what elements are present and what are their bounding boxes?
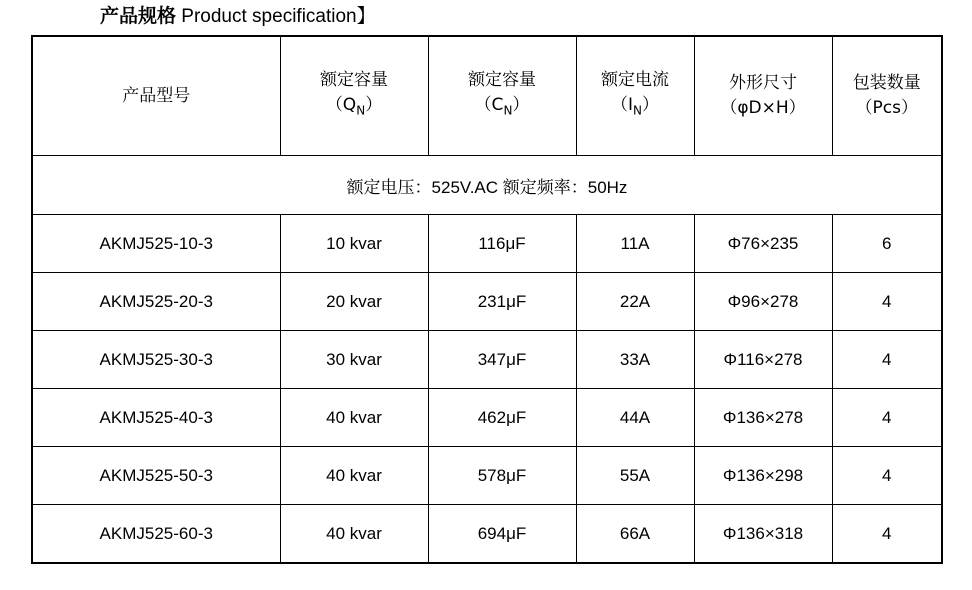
table-header-row [32,36,942,156]
page-title-english: Product specification [181,6,357,27]
cell-package: 4 [832,273,942,331]
cell-qn: 30 kvar [280,331,428,389]
cell-model: AKMJ525-60-3 [32,505,280,564]
header-model [32,36,280,156]
cell-model: AKMJ525-30-3 [32,331,280,389]
cell-cn: 231μF [428,273,576,331]
header-in-line2 [577,93,694,123]
header-rated-current-in [576,36,694,156]
cell-dimensions: Φ136×298 [694,447,832,505]
header-package-line2: （Pcs） [855,98,918,118]
cell-qn: 40 kvar [280,389,428,447]
cell-cn: 347μF [428,331,576,389]
table-row [32,331,942,389]
cell-in: 11A [576,215,694,273]
voltage-frequency-note: 额定电压：525V.AC 额定频率：50Hz [32,156,942,215]
header-rated-capacity-qn [280,36,428,156]
cell-qn: 20 kvar [280,273,428,331]
header-package-line1: 包装数量 [852,73,921,93]
header-cn-line2 [429,93,576,123]
cell-package: 6 [832,215,942,273]
header-qn-line1: 额定容量 [320,70,388,91]
header-qn-suffix: ） [365,95,383,116]
cell-dimensions: Φ136×318 [694,505,832,564]
table-body [32,156,942,564]
table-row [32,505,942,564]
cell-cn: 694μF [428,505,576,564]
cell-qn: 40 kvar [280,505,428,564]
header-in-suffix: ） [642,95,659,116]
table-row [32,389,942,447]
table-row [32,273,942,331]
cell-in: 33A [576,331,694,389]
cell-model: AKMJ525-10-3 [32,215,280,273]
cell-package: 4 [832,389,942,447]
page-title-chinese: 产品规格 [100,5,177,27]
cell-package: 4 [832,331,942,389]
cell-qn: 10 kvar [280,215,428,273]
cell-dimensions: Φ76×235 [694,215,832,273]
header-dimensions-line1: 外形尺寸 [729,73,797,93]
page-title [0,0,972,35]
cell-in: 22A [576,273,694,331]
header-cn-subscript: N [503,103,513,118]
cell-model: AKMJ525-50-3 [32,447,280,505]
cell-dimensions: Φ116×278 [694,331,832,389]
table-row [32,215,942,273]
header-in-prefix: （I [611,95,634,116]
header-cn-prefix: （C [474,95,504,116]
cell-cn: 116μF [428,215,576,273]
page-title-bracket: 】 [356,5,376,27]
table-row [32,447,942,505]
cell-in: 44A [576,389,694,447]
cell-package: 4 [832,447,942,505]
header-in-line1: 额定电流 [601,70,669,91]
voltage-frequency-note-row [32,156,942,215]
cell-model: AKMJ525-40-3 [32,389,280,447]
header-cn-suffix: ） [512,95,530,116]
header-qn-line2 [281,93,428,123]
header-rated-capacity-cn [428,36,576,156]
product-specification-table [31,35,943,564]
cell-cn: 462μF [428,389,576,447]
header-dimensions [694,36,832,156]
cell-package: 4 [832,505,942,564]
cell-dimensions: Φ96×278 [694,273,832,331]
header-cn-line1: 额定容量 [468,70,536,91]
cell-in: 55A [576,447,694,505]
cell-in: 66A [576,505,694,564]
header-qn-prefix: （Q [325,95,357,116]
header-model-line1: 产品型号 [122,85,191,106]
cell-dimensions: Φ136×278 [694,389,832,447]
cell-qn: 40 kvar [280,447,428,505]
header-package-quantity [832,36,942,156]
header-qn-subscript: N [356,103,366,118]
cell-model: AKMJ525-20-3 [32,273,280,331]
cell-cn: 578μF [428,447,576,505]
header-dimensions-line2: （φD×H） [720,98,806,118]
header-in-subscript: N [633,103,642,118]
